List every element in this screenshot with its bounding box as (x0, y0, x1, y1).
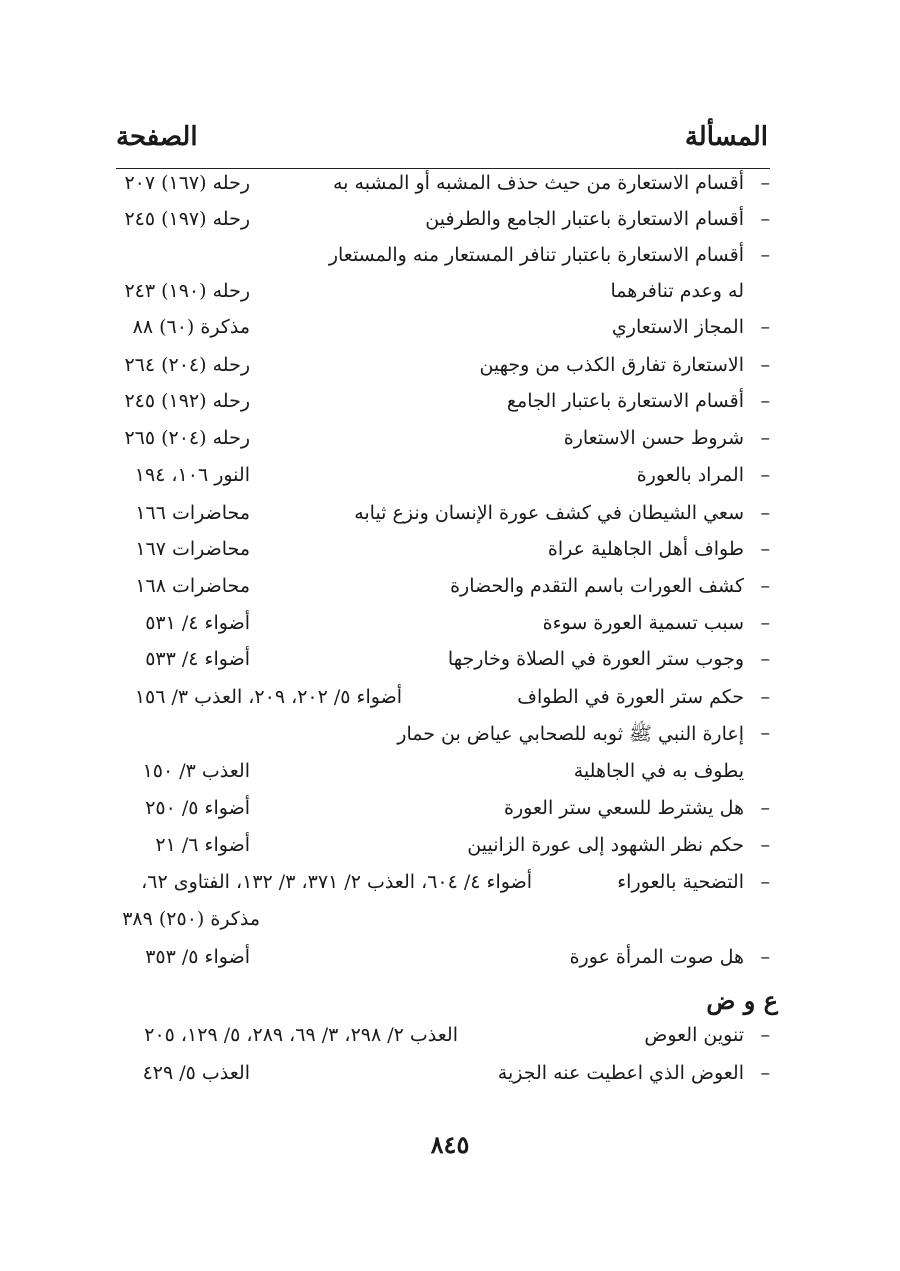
entry-topic: حكم ستر العورة في الطواف (517, 686, 744, 708)
index-entry (0, 172, 900, 202)
entry-dash: – (760, 427, 770, 449)
entry-dash: – (760, 1024, 770, 1046)
section-heading: ع و ض (706, 986, 778, 1015)
index-entry (0, 797, 900, 827)
index-entry (0, 612, 900, 642)
index-entry (0, 1062, 900, 1092)
entry-reference: أضواء ٥/ ٢٥٠ (145, 797, 250, 819)
entry-reference: أضواء ٤/ ٦٠٤، العذب ٢/ ٣٧١، ٣/ ١٣٢، الفتاوى ٦٢، (141, 871, 532, 893)
index-entry (0, 648, 900, 678)
index-entry (0, 1024, 900, 1054)
entry-reference: رحله (٢٠٤) ٢٦٥ (124, 427, 250, 449)
entry-topic: هل يشترط للسعي ستر العورة (504, 797, 744, 819)
entry-reference: النور ١٠٦، ١٩٤ (134, 464, 250, 486)
entry-dash: – (760, 244, 770, 266)
index-entry (0, 575, 900, 605)
entry-reference: رحله (١٩٠) ٢٤٣ (124, 280, 250, 302)
entry-topic: أقسام الاستعارة باعتبار تنافر المستعار منه والمستعار (328, 244, 744, 266)
entry-topic: تنوين العوض (644, 1024, 744, 1046)
column-header-topic: المسألة (684, 122, 768, 152)
index-entry (0, 316, 900, 346)
index-entry (0, 354, 900, 384)
entry-topic: حكم نظر الشهود إلى عورة الزانيين (467, 834, 744, 856)
entry-reference: العذب ٢/ ٢٩٨، ٣/ ٦٩، ٢٨٩، ٥/ ١٢٩، ٢٠٥ (144, 1024, 458, 1046)
index-entry (0, 464, 900, 494)
entry-dash: – (760, 946, 770, 968)
entry-topic: المجاز الاستعاري (611, 316, 744, 338)
entry-topic: أقسام الاستعارة باعتبار الجامع والطرفين (425, 208, 744, 230)
entry-reference: رحله (١٦٧) ٢٠٧ (124, 172, 250, 194)
entry-dash: – (760, 686, 770, 708)
index-entry (0, 686, 900, 716)
entry-topic: شروط حسن الاستعارة (563, 427, 744, 449)
entry-reference: رحله (١٩٧) ٢٤٥ (124, 208, 250, 230)
entry-topic: وجوب ستر العورة في الصلاة وخارجها (447, 648, 744, 670)
entry-reference: العذب ٥/ ٤٢٩ (142, 1062, 250, 1084)
entry-reference: أضواء ٥/ ٣٥٣ (145, 946, 250, 968)
entry-dash: – (760, 538, 770, 560)
entry-topic: إعارة النبي ﷺ ثوبه للصحابي عياض بن حمار (397, 723, 744, 745)
entry-dash: – (760, 390, 770, 412)
entry-topic: كشف العورات باسم التقدم والحضارة (450, 575, 744, 597)
index-entry (0, 722, 900, 752)
entry-topic: أقسام الاستعارة من حيث حذف المشبه أو المشبه به (333, 172, 744, 194)
header-rule (116, 168, 770, 169)
index-entry (0, 946, 900, 976)
entry-reference: أضواء ٦/ ٢١ (155, 834, 250, 856)
entry-dash: – (760, 722, 770, 744)
entry-dash: – (760, 575, 770, 597)
index-entry (0, 871, 900, 901)
column-header-page: الصفحة (116, 122, 198, 152)
entry-dash: – (760, 172, 770, 194)
index-entry (0, 208, 900, 238)
entry-topic: أقسام الاستعارة باعتبار الجامع (506, 390, 744, 412)
entry-reference: رحله (٢٠٤) ٢٦٤ (124, 354, 250, 376)
entry-reference: رحله (١٩٢) ٢٤٥ (124, 390, 250, 412)
index-entry-continuation (0, 760, 900, 790)
entry-dash: – (760, 871, 770, 893)
index-entry (0, 390, 900, 420)
entry-reference: محاضرات ١٦٧ (135, 538, 250, 560)
entry-reference: أضواء ٤/ ٥٣٣ (145, 648, 250, 670)
entry-dash: – (760, 354, 770, 376)
index-entry (0, 244, 900, 274)
entry-dash: – (760, 648, 770, 670)
page-number: ٨٤٥ (430, 1130, 470, 1159)
index-entry (0, 834, 900, 864)
index-entry (0, 427, 900, 457)
entry-reference: محاضرات ١٦٨ (135, 575, 250, 597)
entry-topic: التضحية بالعوراء (617, 871, 744, 893)
entry-dash: – (760, 612, 770, 634)
entry-dash: – (760, 797, 770, 819)
entry-reference: أضواء ٤/ ٥٣١ (145, 612, 250, 634)
entry-reference: أضواء ٥/ ٢٠٢، ٢٠٩، العذب ٣/ ١٥٦ (134, 686, 402, 708)
index-entry (0, 538, 900, 568)
entry-topic: العوض الذي اعطيت عنه الجزية (497, 1062, 744, 1084)
entry-dash: – (760, 316, 770, 338)
entry-topic: هل صوت المرأة عورة (569, 946, 744, 968)
entry-reference: مذكرة (٦٠) ٨٨ (132, 316, 250, 338)
entry-topic: سعي الشيطان في كشف عورة الإنسان ونزع ثيابه (354, 502, 744, 524)
entry-topic-continuation: له وعدم تنافرهما (610, 280, 744, 302)
entry-dash: – (760, 208, 770, 230)
entry-topic: طواف أهل الجاهلية عراة (547, 538, 744, 560)
entry-reference: محاضرات ١٦٦ (135, 502, 250, 524)
entry-reference-continuation: مذكرة (٢٥٠) ٣٨٩ (122, 908, 260, 930)
entry-dash: – (760, 1062, 770, 1084)
entry-topic: سبب تسمية العورة سوءة (542, 612, 744, 634)
entry-dash: – (760, 464, 770, 486)
entry-dash: – (760, 834, 770, 856)
entry-reference: العذب ٣/ ١٥٠ (142, 760, 250, 782)
entry-topic: الاستعارة تفارق الكذب من وجهين (479, 354, 744, 376)
index-entry-continuation (0, 908, 900, 938)
entry-dash: – (760, 502, 770, 524)
index-entry-continuation (0, 280, 900, 310)
index-entry (0, 502, 900, 532)
entry-topic: المراد بالعورة (636, 464, 744, 486)
entry-topic-continuation: يطوف به في الجاهلية (573, 760, 744, 782)
